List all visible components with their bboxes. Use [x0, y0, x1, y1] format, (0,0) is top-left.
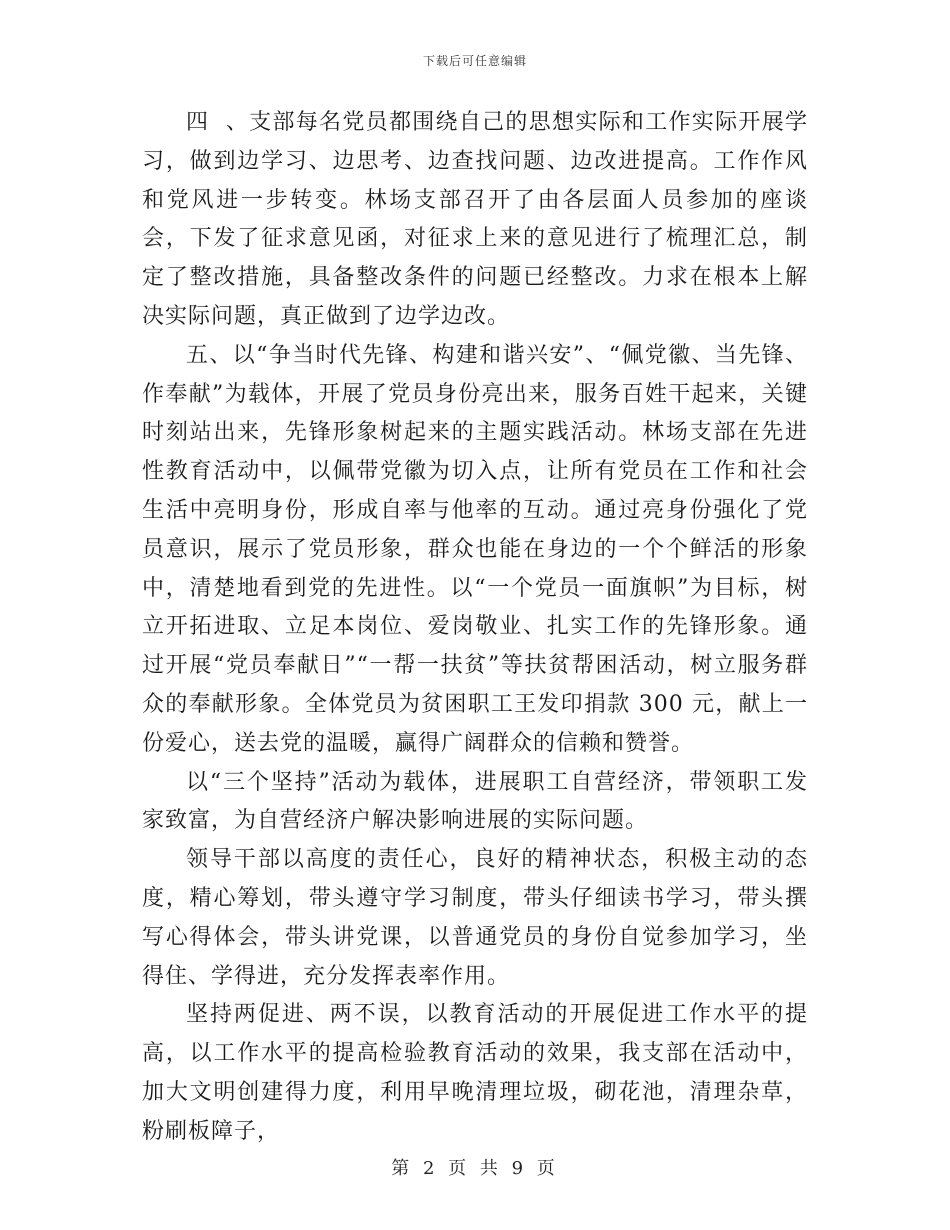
paragraph-two-promotions: 坚持两促进、两不误，以教育活动的开展促进工作水平的提高，以工作水平的提高检验教育活动的效果，我支部在活动中，加大文明创建得力度，利用早晚清理垃圾，砌花池，清理杂草，粉刷板障子，: [142, 1002, 808, 1144]
paragraph-three-persist: 以“三个坚持”活动为载体，进展职工自营经济，带领职工发家致富，为自营经济户解决影响进展的实际问题。: [142, 769, 808, 834]
paragraph-section-five: 五、以“争当时代先锋、构建和谐兴安”、“佩党徽、当先锋、作奉献”为载体，开展了党员身份亮出来，服务百姓干起来，关键时刻站出来，先锋形象树起来的主题实践活动。林场支部在先进性教育活动中，以佩带党徽为切入点，让所有党员在工作和社会生活中亮明身份，形成自率与他率的互动。通过亮身份强化了党员意识，展示了党员形象，群众也能在身边的一个个鲜活的形象中，清楚地看到党的先进性。以“一个党员一面旗帜”为目标，树立开拓进取、立足本岗位、爱岗敬业、扎实工作的先锋形象。通过开展“党员奉献日”“一帮一扶贫”等扶贫帮困活动，树立服务群众的奉献形象。全体党员为贫困职工王发印捐款 300 元，献上一份爱心，送去党的温暖，赢得广阔群众的信赖和赞誉。: [142, 342, 808, 756]
document-body: [142, 104, 808, 1152]
page-number: 第 2 页 共 9 页: [391, 1158, 559, 1179]
paragraph-section-four: 四 、支部每名党员都围绕自己的思想实际和工作实际开展学习，做到边学习、边思考、边查找问题、边改进提高。工作作风和党风进一步转变。林场支部召开了由各层面人员参加的座谈会，下发了征求意见函，对征求上来的意见进行了梳理汇总，制定了整改措施，具备整改条件的问题已经整改。力求在根本上解决实际问题，真正做到了边学边改。: [142, 110, 808, 329]
paragraph-leadership: 领导干部以高度的责任心，良好的精神状态，积极主动的态度，精心筹划，带头遵守学习制度，带头仔细读书学习，带头撰写心得体会，带头讲党课，以普通党员的身份自觉参加学习，坐得住、学得进，充分发挥表率作用。: [142, 847, 808, 989]
page-header-note: 下载后可任意编辑: [422, 54, 527, 68]
